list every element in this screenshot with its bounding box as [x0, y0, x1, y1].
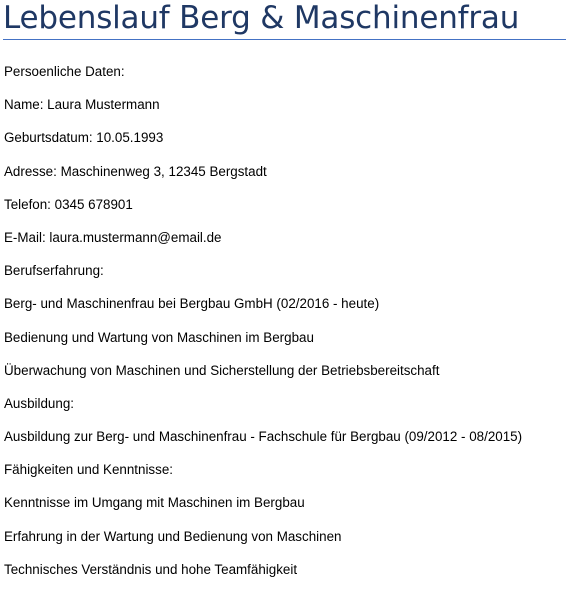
section-heading-skills: Fähigkeiten und Kenntnisse: [4, 462, 173, 478]
skill-maintenance: Erfahrung in der Wartung und Bedienung von Maschinen [4, 528, 342, 544]
personal-phone: Telefon: 0345 678901 [4, 196, 133, 212]
document-title: Lebenslauf Berg & Maschinenfrau [3, 0, 520, 36]
skill-machines: Kenntnisse im Umgang mit Maschinen im Bergbau [4, 495, 305, 511]
personal-birthdate: Geburtsdatum: 10.05.1993 [4, 130, 164, 146]
personal-address: Adresse: Maschinenweg 3, 12345 Bergstadt [4, 163, 267, 179]
work-duty-monitoring: Überwachung von Maschinen und Sicherstellung der Betriebsbereitschaft [4, 362, 440, 378]
personal-name: Name: Laura Mustermann [4, 97, 160, 113]
document-body [4, 62, 566, 593]
section-heading-work-experience: Berufserfahrung: [4, 263, 104, 279]
education-entry: Ausbildung zur Berg- und Maschinenfrau - Fachschule für Bergbau (09/2012 - 08/2015) [4, 429, 523, 445]
section-heading-personal-data: Persoenliche Daten: [4, 64, 125, 79]
personal-email: E-Mail: laura.mustermann@email.de [4, 229, 222, 245]
work-position: Berg- und Maschinenfrau bei Bergbau GmbH (02/2016 - heute) [4, 296, 380, 312]
title-underline-rule [3, 39, 566, 40]
section-heading-education: Ausbildung: [4, 395, 74, 411]
work-duty-operation: Bedienung und Wartung von Maschinen im Bergbau [4, 329, 314, 345]
skill-technical-teamwork: Technisches Verständnis und hohe Teamfähigkeit [4, 561, 298, 577]
